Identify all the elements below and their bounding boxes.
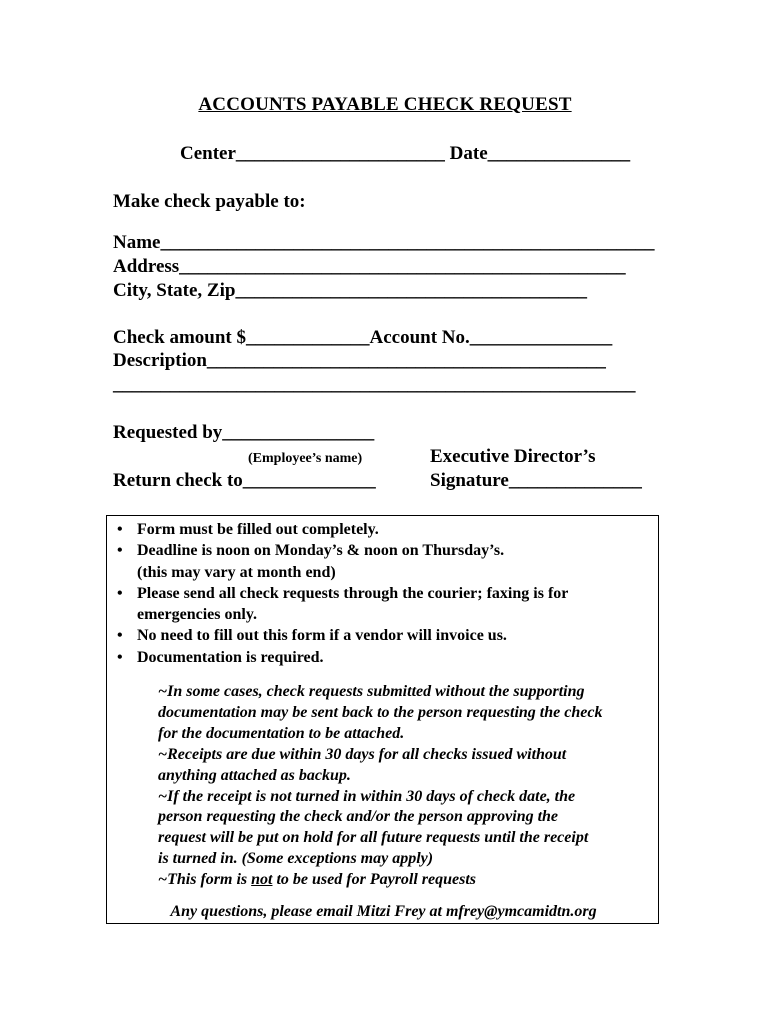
note-line: ~If the receipt is not turned in within 30 days of check date, the [158,787,576,805]
name-line: Name____________________________________________________ [113,232,655,253]
note-line: ~In some cases, check requests submitted without the supporting [158,683,585,700]
instructions-list [113,519,653,668]
requested-by-line: Requested by________________ [113,422,375,443]
form-title: ACCOUNTS PAYABLE CHECK REQUEST [198,94,572,115]
contact-line: Any questions, please email Mitzi Frey at mfrey@ymcamidtn.org [170,903,597,920]
employee-name-hint: (Employee’s name) [248,451,363,466]
bullet-icon: • [117,584,123,602]
description-continuation-line: _______________________________________________________ [113,374,636,395]
list-item: • Please send all check requests through the courier; faxing is for emergencies only. [117,584,569,624]
payable-heading: Make check payable to: [113,191,306,212]
list-item: • Form must be filled out completely. [113,519,653,540]
payroll-note: ~This form is not to be used for Payroll requests [158,871,477,889]
city-state-zip-line: City, State, Zip_____________________________________ [113,280,587,301]
note-line: is turned in. (Some exceptions may apply) [158,850,434,868]
bullet-icon: • [117,627,123,645]
address-line: Address_______________________________________________ [113,256,626,277]
instructions-box [106,515,659,924]
description-line: Description__________________________________________ [113,350,606,371]
note-line: for the documentation to be attached. [158,724,405,742]
bullet-icon: • [117,521,123,538]
director-signature-line: Signature______________ [430,470,642,491]
bullet-icon: • [117,648,123,666]
note-line: anything attached as backup. [158,766,351,784]
check-amount-account-line: Check amount $_____________Account No._______________ [113,327,613,348]
bullet-icon: • [117,542,123,560]
note-line: ~Receipts are due within 30 days for all checks issued without [158,745,567,763]
policy-notes [158,682,653,891]
note-line: request will be put on hold for all future requests until the receipt [158,829,589,847]
note-line: person requesting the check and/or the person approving the [158,808,559,826]
return-check-line: Return check to______________ [113,470,376,491]
center-date-line: Center______________________ Date_______________ [180,143,631,164]
note-line: documentation may be sent back to the person requesting the check [158,703,603,721]
list-item: • Deadline is noon on Monday’s & noon on Thursday’s. (this may vary at month end) [117,542,505,581]
not-emphasis: not [251,871,273,889]
director-label: Executive Director’s [430,446,596,467]
list-item: • No need to fill out this form if a vendor will invoice us. [113,625,653,646]
list-item: • Documentation is required. [113,647,653,668]
